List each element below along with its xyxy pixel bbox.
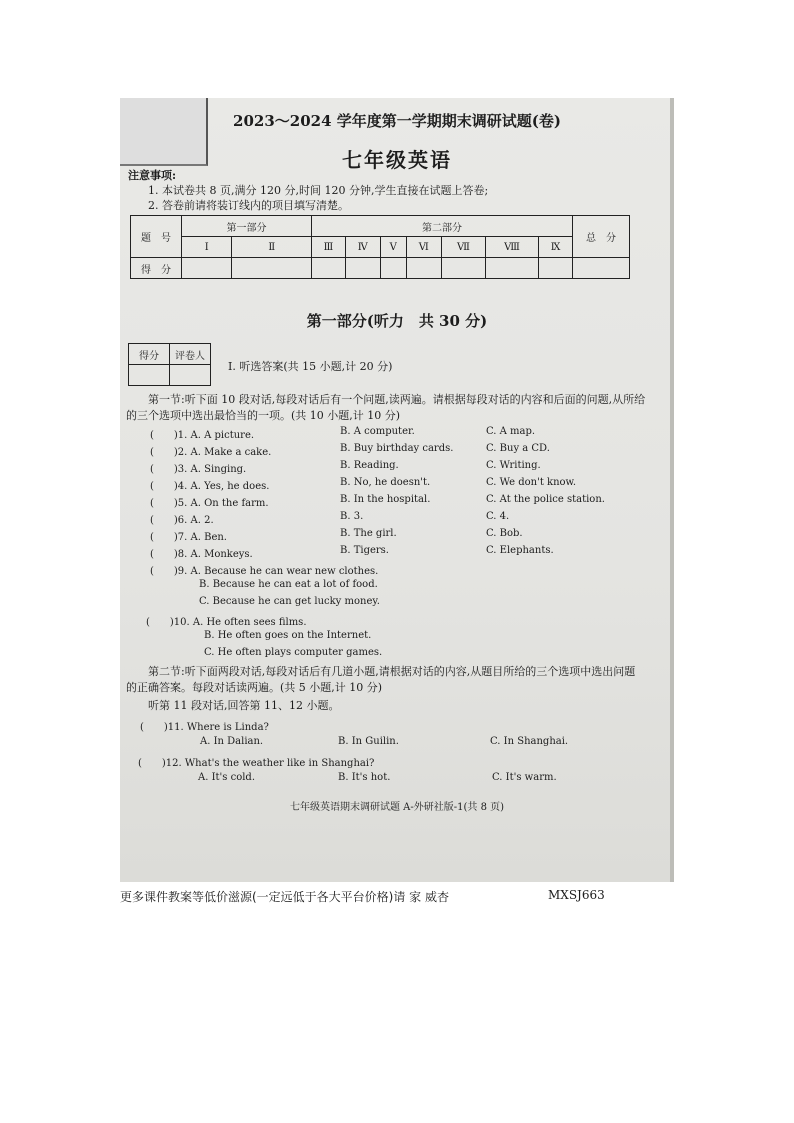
notes-label: 注意事项:: [128, 169, 177, 182]
paper-edge: [670, 98, 674, 882]
question-1: [150, 426, 660, 442]
part-title: 第一部分(听力 共 30 分): [306, 312, 488, 330]
promo-text: 更多课件教案等低价滋源(一定远低于各大平台价格)请 家 威杏: [120, 890, 449, 904]
grader-reviewer-label: 评卷人: [170, 344, 211, 365]
option-a[interactable]: A. In Dalian.: [200, 736, 264, 747]
option-c[interactable]: C. At the police station.: [486, 494, 605, 505]
option-b[interactable]: B. In Guilin.: [338, 736, 399, 747]
row-head: 得 分: [131, 258, 182, 279]
question-8: [150, 545, 660, 561]
question-11-stem: ( )11. Where is Linda?: [140, 722, 269, 733]
roman-cell: Ⅷ: [485, 237, 538, 258]
roman-cell: Ⅳ: [345, 237, 380, 258]
question-7: [150, 528, 660, 544]
option-a[interactable]: ( )6. A. 2.: [150, 515, 214, 526]
option-b[interactable]: B. No, he doesn't.: [340, 477, 431, 488]
grader-reviewer-cell[interactable]: [170, 365, 211, 386]
score-cell[interactable]: [232, 258, 312, 279]
option-b[interactable]: B. He often goes on the Internet.: [204, 630, 372, 641]
section-heading: Ⅰ. 听选答案(共 15 小题,计 20 分): [228, 360, 393, 373]
option-a[interactable]: ( )8. A. Monkeys.: [150, 549, 253, 560]
question-12: [138, 754, 648, 770]
option-b[interactable]: B. The girl.: [340, 528, 397, 539]
question-12-options: [140, 772, 650, 788]
score-cell[interactable]: [345, 258, 380, 279]
instruction-2: 第二节:听下面两段对话,每段对话后有几道小题,请根据对话的内容,从题目所给的三个选项中选出问题的正确答案。每段对话读两遍。(共 5 小题,计 10 分): [126, 665, 636, 694]
option-b[interactable]: B. Tigers.: [340, 545, 389, 556]
option-c[interactable]: C. Elephants.: [486, 545, 554, 556]
notes-item: 2. 答卷前请将装订线内的项目填写清楚。: [148, 199, 349, 212]
option-c[interactable]: C. We don't know.: [486, 477, 577, 488]
part1-head: 第一部分: [182, 216, 312, 237]
exam-photo: [120, 98, 674, 882]
question-9: [150, 562, 660, 578]
option-c[interactable]: C. In Shanghai.: [490, 736, 569, 747]
option-b[interactable]: B. Reading.: [340, 460, 399, 471]
question-5: [150, 494, 660, 510]
exam-title: 2023～2024 学年度第一学期期末调研试题(卷): [233, 112, 561, 130]
part2-head: 第二部分: [312, 216, 573, 237]
option-c[interactable]: C. Because he can get lucky money.: [199, 596, 380, 607]
score-cell[interactable]: [485, 258, 538, 279]
option-b[interactable]: B. A computer.: [340, 426, 415, 437]
instruction-3: 听第 11 段对话,回答第 11、12 小题。: [148, 699, 340, 712]
question-10: [146, 613, 656, 629]
roman-cell: Ⅴ: [380, 237, 406, 258]
score-cell[interactable]: [441, 258, 485, 279]
page-footer: 七年级英语期末调研试题 A-外研社版-1(共 8 页): [289, 802, 505, 813]
score-cell[interactable]: [406, 258, 441, 279]
option-a[interactable]: ( )1. A. A picture.: [150, 430, 255, 441]
option-b[interactable]: B. It's hot.: [338, 772, 391, 783]
roman-cell: Ⅰ: [182, 237, 232, 258]
option-c[interactable]: C. He often plays computer games.: [204, 647, 383, 658]
option-c[interactable]: C. A map.: [486, 426, 536, 437]
option-a[interactable]: ( )4. A. Yes, he does.: [150, 481, 270, 492]
roman-cell: Ⅸ: [539, 237, 573, 258]
notes: [128, 168, 488, 213]
option-c[interactable]: C. Writing.: [486, 460, 541, 471]
grader-score-label: 得分: [129, 344, 170, 365]
promo-code: MXSJ663: [548, 888, 605, 902]
option-c[interactable]: C. Buy a CD.: [486, 443, 550, 454]
roman-cell: Ⅶ: [441, 237, 485, 258]
score-cell[interactable]: [182, 258, 232, 279]
score-cell[interactable]: [380, 258, 406, 279]
roman-cell: Ⅲ: [312, 237, 346, 258]
option-a[interactable]: ( )7. A. Ben.: [150, 532, 227, 543]
option-b[interactable]: B. In the hospital.: [340, 494, 431, 505]
grader-score-cell[interactable]: [129, 365, 170, 386]
option-a[interactable]: ( )9. A. Because he can wear new clothes.: [150, 566, 379, 577]
notes-item: 1. 本试卷共 8 页,满分 120 分,时间 120 分钟,学生直接在试题上答卷;: [148, 184, 489, 197]
option-a[interactable]: ( )5. A. On the farm.: [150, 498, 269, 509]
question-11-options: [140, 736, 650, 752]
score-table: [130, 215, 630, 279]
grader-table: [128, 343, 211, 386]
question-3: [150, 460, 660, 476]
option-b[interactable]: B. Buy birthday cards.: [340, 443, 454, 454]
option-c[interactable]: C. It's warm.: [492, 772, 557, 783]
score-cell[interactable]: [539, 258, 573, 279]
roman-cell: Ⅱ: [232, 237, 312, 258]
question-9-c: [150, 596, 660, 612]
question-10-c: [150, 647, 660, 663]
question-4: [150, 477, 660, 493]
option-a[interactable]: ( )3. A. Singing.: [150, 464, 247, 475]
question-12-stem: ( )12. What's the weather like in Shanghai?: [138, 758, 375, 769]
question-11: [140, 718, 650, 734]
score-cell[interactable]: [312, 258, 346, 279]
question-2: [150, 443, 660, 459]
option-c[interactable]: C. 4.: [486, 511, 510, 522]
roman-cell: Ⅵ: [406, 237, 441, 258]
option-a[interactable]: ( )10. A. He often sees films.: [146, 617, 307, 628]
option-b[interactable]: B. 3.: [340, 511, 364, 522]
total-cell[interactable]: [573, 258, 630, 279]
option-c[interactable]: C. Bob.: [486, 528, 523, 539]
option-a[interactable]: A. It's cold.: [198, 772, 256, 783]
exam-subject: 七年级英语: [342, 148, 452, 172]
total-head: 总 分: [573, 216, 630, 258]
question-9-b: [150, 579, 660, 595]
option-b[interactable]: B. Because he can eat a lot of food.: [199, 579, 378, 590]
question-6: [150, 511, 660, 527]
instruction-1: 第一节:听下面 10 段对话,每段对话后有一个问题,读两遍。请根据每段对话的内容和后面的问题,从所给的三个选项中选出最恰当的一项。(共 10 小题,计 10 分): [126, 393, 646, 422]
question-10-b: [150, 630, 660, 646]
col-head: 题 号: [131, 216, 182, 258]
option-a[interactable]: ( )2. A. Make a cake.: [150, 447, 272, 458]
